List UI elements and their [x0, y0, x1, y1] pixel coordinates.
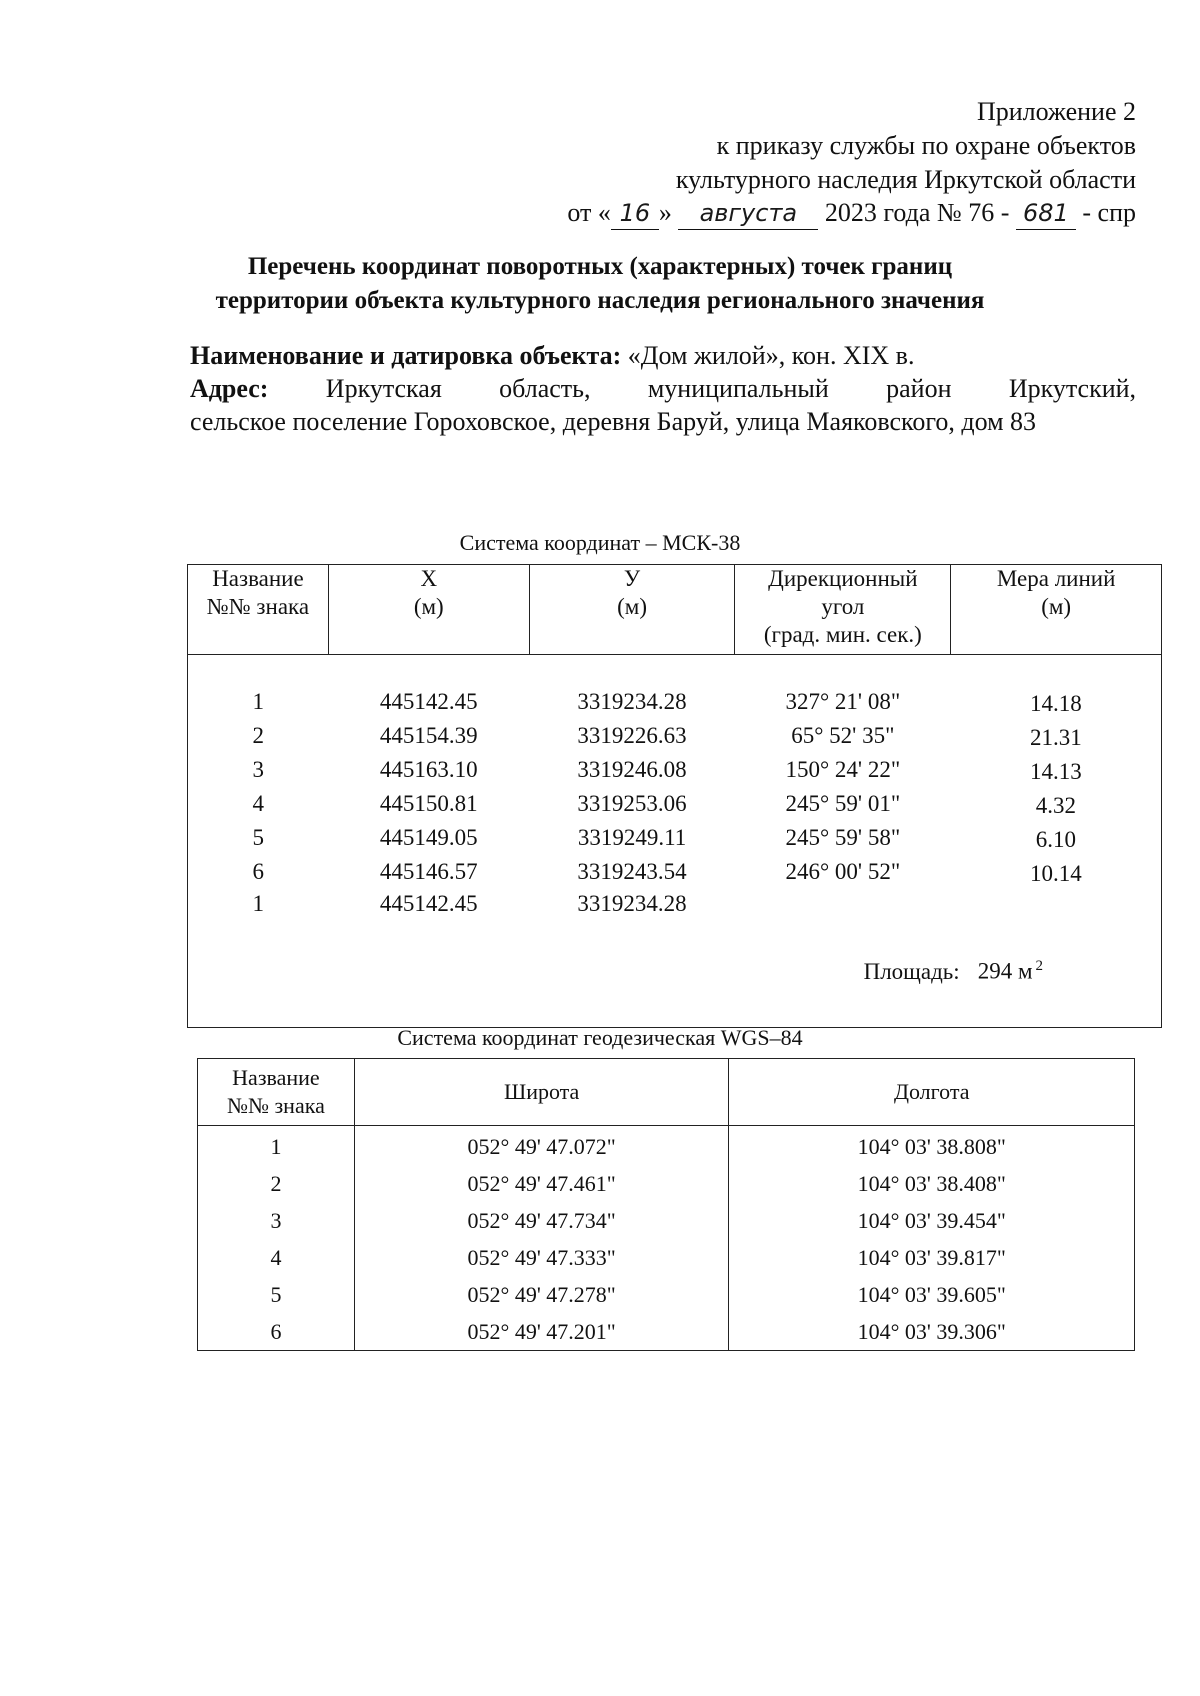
msk-header-x: Х (м) [328, 565, 529, 655]
address-word: Иркутский, [1008, 374, 1137, 403]
document-title-line1: Перечень координат поворотных (характерных) точек границ [247, 253, 953, 280]
msk-area-cell [188, 919, 1162, 1027]
wgs-latitude-value: 052° 49' 47.278" [354, 1276, 729, 1313]
msk-spacer-cell [188, 655, 1162, 686]
wgs-latitude-value: 052° 49' 47.734" [354, 1202, 729, 1239]
msk-table-row [188, 821, 1162, 855]
area-label: Площадь: [863, 958, 960, 984]
msk-angle-value: 245° 59' 58" [785, 825, 901, 850]
address-line2: сельское поселение Гороховское, деревня Баруй, улица Маяковского, дом 83 [190, 407, 1037, 436]
msk-length-value: 14.13 [1030, 759, 1082, 784]
msk-y-value: 3319249.11 [577, 825, 687, 850]
address-word: Иркутская [325, 374, 442, 403]
wgs-latitude-value: 052° 49' 47.072" [354, 1126, 729, 1166]
wgs-point-number: 5 [198, 1276, 355, 1313]
msk-angle-value: 65° 52' 35" [791, 723, 895, 748]
wgs-point-number: 1 [198, 1126, 355, 1166]
address-word: муниципальный [647, 374, 829, 403]
wgs-table-row [198, 1202, 1135, 1239]
appendix-agency: культурного наследия Иркутской области [675, 165, 1136, 194]
wgs-point-number: 6 [198, 1313, 355, 1351]
wgs-table-row [198, 1313, 1135, 1351]
msk-angle-value: 245° 59' 01" [785, 791, 901, 816]
msk-x-value: 445146.57 [379, 859, 478, 884]
msk-table-row [188, 685, 1162, 719]
address-word: район [886, 374, 952, 403]
object-name-label: Наименование и датировка объекта: [190, 341, 622, 370]
handwritten-day: 16 [611, 197, 659, 230]
address-word: область, [499, 374, 591, 403]
date-quote-close: » [658, 198, 672, 227]
object-name-line [190, 340, 1136, 372]
area-value: 294 м [977, 958, 1033, 984]
appendix-order-ref: к приказу службы по охране объектов [716, 131, 1136, 160]
msk-y-value: 3319246.08 [577, 757, 687, 782]
document-title-line2: территории объекта культурного наследия регионального значения [215, 287, 985, 314]
msk-point-number: 5 [252, 825, 264, 850]
wgs-latitude-value: 052° 49' 47.201" [354, 1313, 729, 1351]
appendix-number: Приложение 2 [976, 97, 1136, 126]
msk-y-value: 3319226.63 [577, 723, 687, 748]
order-year-number: 2023 года № 76 - [824, 198, 1010, 227]
msk-point-number: 6 [252, 859, 264, 884]
msk-header-angle: Дирекционный угол (град. мин. сек.) [735, 565, 951, 655]
wgs-table-row [198, 1165, 1135, 1202]
msk-length-value: 10.14 [1030, 861, 1082, 886]
wgs-header-point: Название №№ знака [198, 1059, 355, 1126]
msk-y-value: 3319253.06 [577, 791, 687, 816]
msk-point-number: 1 [252, 689, 264, 714]
msk-point-number: 1 [252, 891, 264, 916]
msk-caption: Система координат – МСК-38 [459, 530, 741, 555]
wgs-longitude-value: 104° 03' 39.306" [729, 1313, 1135, 1351]
msk-x-value: 445154.39 [379, 723, 478, 748]
area-unit-superscript: 2 [1035, 958, 1043, 974]
msk-point-number: 2 [252, 723, 264, 748]
wgs-longitude-value: 104° 03' 38.808" [729, 1126, 1135, 1166]
msk-table-row [188, 719, 1162, 753]
msk-y-value: 3319243.54 [577, 859, 687, 884]
msk-header-y: У (м) [529, 565, 735, 655]
wgs-point-number: 2 [198, 1165, 355, 1202]
handwritten-order-number: 681 [1016, 197, 1076, 230]
wgs-longitude-value: 104° 03' 39.817" [729, 1239, 1135, 1276]
wgs-table-row [198, 1276, 1135, 1313]
msk-length-value: 14.18 [1030, 691, 1082, 716]
msk-header-length: Мера линий (м) [951, 565, 1162, 655]
date-prefix: от « [567, 198, 611, 227]
msk-point-number: 4 [252, 791, 264, 816]
msk-table-row [188, 855, 1162, 889]
msk-x-value: 445163.10 [379, 757, 478, 782]
msk-angle-value [735, 889, 951, 919]
address-label: Адрес: [190, 374, 269, 403]
msk-x-value: 445150.81 [379, 791, 478, 816]
msk-header-row [188, 565, 1162, 655]
wgs-point-number: 3 [198, 1202, 355, 1239]
msk-spacer-row [188, 655, 1162, 686]
msk-angle-value: 246° 00' 52" [785, 859, 901, 884]
msk-table-body [188, 655, 1162, 1028]
msk-header-point: Название №№ знака [188, 565, 329, 655]
msk-table-row [188, 889, 1162, 919]
wgs-header-row [198, 1059, 1135, 1126]
msk-x-value: 445142.45 [379, 689, 478, 714]
wgs-table-body [198, 1126, 1135, 1351]
msk-x-value: 445149.05 [379, 825, 478, 850]
msk-angle-value: 327° 21' 08" [785, 689, 901, 714]
object-name-value: «Дом жилой», кон. XIX в. [627, 341, 915, 370]
order-suffix: - спр [1082, 198, 1136, 227]
msk-point-number: 3 [252, 757, 264, 782]
msk-length-value: 4.32 [1035, 793, 1077, 818]
wgs-table-row [198, 1126, 1135, 1166]
wgs-table-row [198, 1239, 1135, 1276]
msk-length-value: 21.31 [1030, 725, 1082, 750]
msk-coordinates-table [187, 564, 1162, 1028]
wgs-header-longitude: Долгота [729, 1059, 1135, 1126]
wgs-longitude-value: 104° 03' 39.454" [729, 1202, 1135, 1239]
msk-y-value: 3319234.28 [577, 689, 687, 714]
msk-table-row [188, 753, 1162, 787]
msk-y-value: 3319234.28 [577, 891, 687, 916]
msk-length-value: 6.10 [1035, 827, 1077, 852]
msk-angle-value: 150° 24' 22" [785, 757, 901, 782]
address-line1 [190, 373, 1136, 405]
wgs-caption: Система координат геодезическая WGS–84 [397, 1025, 803, 1050]
wgs-latitude-value: 052° 49' 47.333" [354, 1239, 729, 1276]
msk-area-row [188, 919, 1162, 1027]
msk-length-value [951, 889, 1162, 919]
wgs-longitude-value: 104° 03' 39.605" [729, 1276, 1135, 1313]
handwritten-month: августа [678, 197, 818, 230]
msk-x-value: 445142.45 [379, 891, 478, 916]
msk-table-row [188, 787, 1162, 821]
wgs-longitude-value: 104° 03' 38.408" [729, 1165, 1135, 1202]
appendix-date-line [567, 197, 1136, 230]
wgs-coordinates-table [197, 1058, 1135, 1351]
wgs-latitude-value: 052° 49' 47.461" [354, 1165, 729, 1202]
wgs-point-number: 4 [198, 1239, 355, 1276]
wgs-header-latitude: Широта [354, 1059, 729, 1126]
